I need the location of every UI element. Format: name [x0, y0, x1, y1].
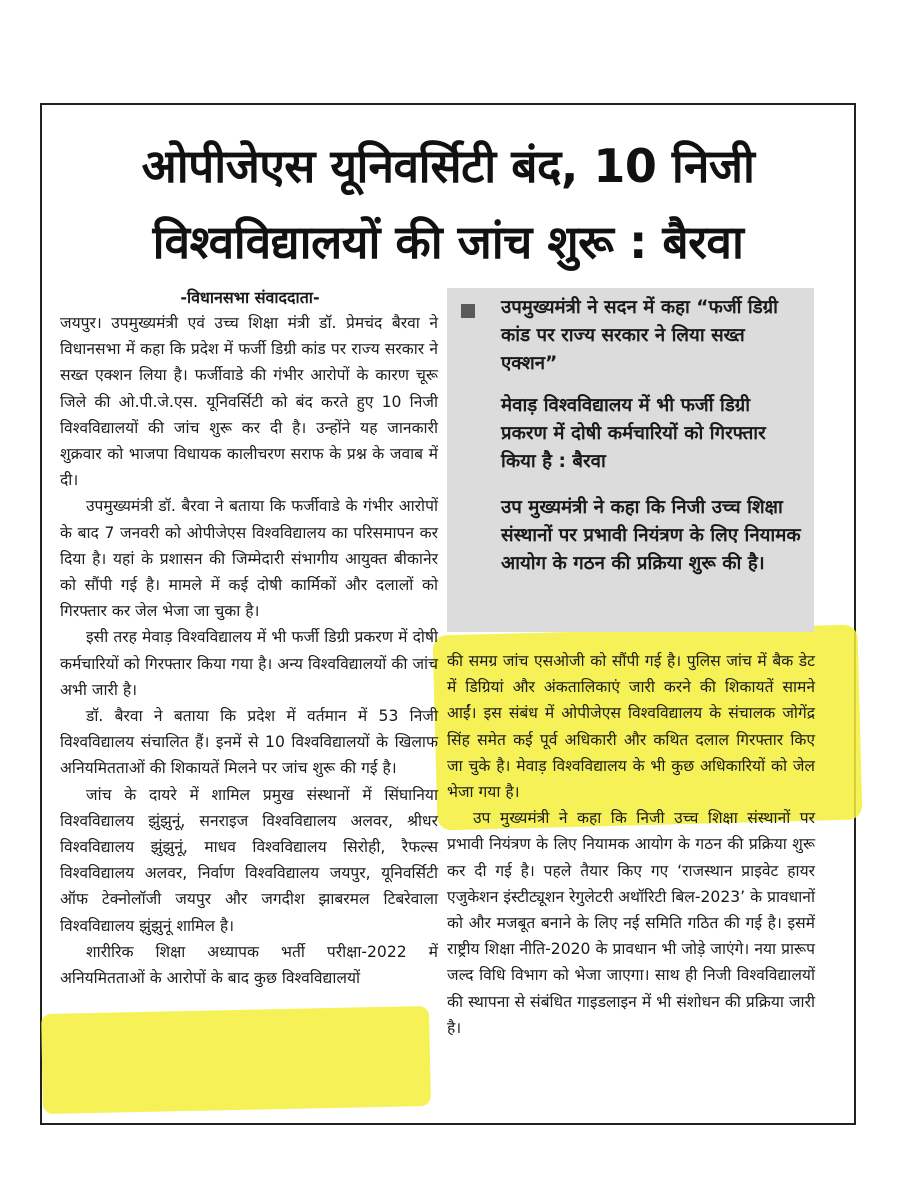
- paragraph: शारीरिक शिक्षा अध्यापक भर्ती परीक्षा-2022 में अनियमितताओं के आरोपों के बाद कुछ विश्वविद्यालयों: [60, 942, 438, 988]
- byline: -विधानसभा संवाददाता-: [180, 288, 320, 307]
- paragraph: डॉ. बैरवा ने बताया कि प्रदेश में वर्तमान में 53 निजी विश्वविद्यालय संचालित हैं। इनमें से 10 विश्वविद्यालयों के खिलाफ अनियमितताओं की शिकायतें मिलने पर जांच शुरू की गई है।: [60, 707, 438, 778]
- paragraph: उप मुख्यमंत्री ने कहा कि निजी उच्च शिक्षा संस्थानों पर प्रभावी नियंत्रण के लिए नियामक आयोग के गठन की प्रक्रिया शुरू कर दी गई है। पहले तैयार किए गए ‘राजस्थान प्राइवेट हायर एजुकेशन इंस्टीट्यूशन रेगुलेटरी अथॉरिटी बिल-2023’ के प्रावधानों को और मजबूत बनाने के लिए नई समिति गठित की गई है। इसमें राष्ट्रीय शिक्षा नीति-2020 के प्रावधान भी जोड़े जाएंगे। नया प्रारूप जल्द विधि विभाग को भेजा जाएगा। साथ ही निजी विश्वविद्यालयों की स्थापना से संबंधित गाइडलाइन में भी संशोधन की प्रक्रिया जारी है।: [447, 809, 815, 1037]
- pull-quote-box: [447, 288, 814, 632]
- paragraph: जयपुर। उपमुख्यमंत्री एवं उच्च शिक्षा मंत्री डॉ. प्रेमचंद बैरवा ने विधानसभा में कहा कि प्रदेश में फर्जी डिग्री कांड पर राज्य सरकार ने सख्त एक्शन लिया है। फर्जीवाडे की गंभीर आरोपों के कारण चूरू जिले की ओ.पी.जे.एस. यूनिवर्सिटी को बंद करते हुए 10 निजी विश्वविद्यालयों की जांच शुरू कर दी है। उन्होंने यह जानकारी शुक्रवार को भाजपा विधायक कालीचरण सराफ के प्रश्न के जवाब में दी।: [60, 314, 438, 490]
- square-bullet-icon: [461, 304, 475, 318]
- paragraph: की समग्र जांच एसओजी को सौंपी गई है। पुलिस जांच में बैक डेट में डिग्रियां और अंकतालिकाएं जारी करने की शिकायतें सामने आईं। इस संबंध में ओपीजेएस विश्वविद्यालय के संचालक जोगेंद्र सिंह समेत कई पूर्व अधिकारी और कथित दलाल गिरफ्तार किए जा चुके है। मेवाड़ विश्वविद्यालय के भी कुछ अधिकारियों को जेल भेजा गया है।: [447, 652, 815, 802]
- pull-quote-text: उप मुख्यमंत्री ने कहा कि निजी उच्च शिक्षा संस्थानों पर प्रभावी नियंत्रण के लिए नियामक आयोग के गठन की प्रक्रिया शुरू की है।: [501, 497, 801, 574]
- paragraph: जांच के दायरे में शामिल प्रमुख संस्थानों में सिंघानिया विश्वविद्यालय झुंझुनूं, सनराइज विश्वविद्यालय अलवर, श्रीधर विश्वविद्यालय झुंझुनूं, माधव विश्वविद्यालय सिरोही, रैफल्स विश्वविद्यालय अलवर, निर्वाण विश्वविद्यालय जयपुर, यूनिवर्सिटी ऑफ टेक्नोलॉजी जयपुर और जगदीश झाबरमल टिबरेवाला विश्वविद्यालय झुंझुनूं शामिल है।: [60, 785, 438, 935]
- paragraph: इसी तरह मेवाड़ विश्वविद्यालय में भी फर्जी डिग्री प्रकरण में दोषी कर्मचारियों को गिरफ्तार किया गया है। अन्य विश्वविद्यालयों की जांच अभी जारी है।: [60, 628, 438, 699]
- headline-line-2: विश्वविद्यालयों की जांच शुरू : बैरवा: [152, 215, 744, 269]
- highlighter-mark-left: [41, 1006, 431, 1114]
- right-column: [447, 648, 815, 1041]
- pull-quote-text: मेवाड़ विश्वविद्यालय में भी फर्जी डिग्री प्रकरण में दोषी कर्मचारियों को गिरफ्तार किया है : बैरवा: [501, 395, 766, 472]
- article-headline: [40, 128, 856, 280]
- headline-line-1: ओपीजेएस यूनिवर्सिटी बंद, 10 निजी: [141, 139, 755, 193]
- pull-quote-text: उपमुख्यमंत्री ने सदन में कहा “फर्जी डिग्री कांड पर राज्य सरकार ने लिया सख्त एक्शन”: [501, 297, 778, 374]
- left-column: [60, 310, 438, 991]
- paragraph: उपमुख्यमंत्री डॉ. बैरवा ने बताया कि फर्जीवाडे के गंभीर आरोपों के बाद 7 जनवरी को ओपीजेएस विश्वविद्यालय का परिसमापन कर दिया है। यहां के प्रशासन की जिम्मेदारी संभागीय आयुक्त बीकानेर को सौंपी गई है। मामले में कई दोषी कार्मिकों और दलालों को गिरफ्तार कर जेल भेजा जा चुका है।: [60, 497, 438, 621]
